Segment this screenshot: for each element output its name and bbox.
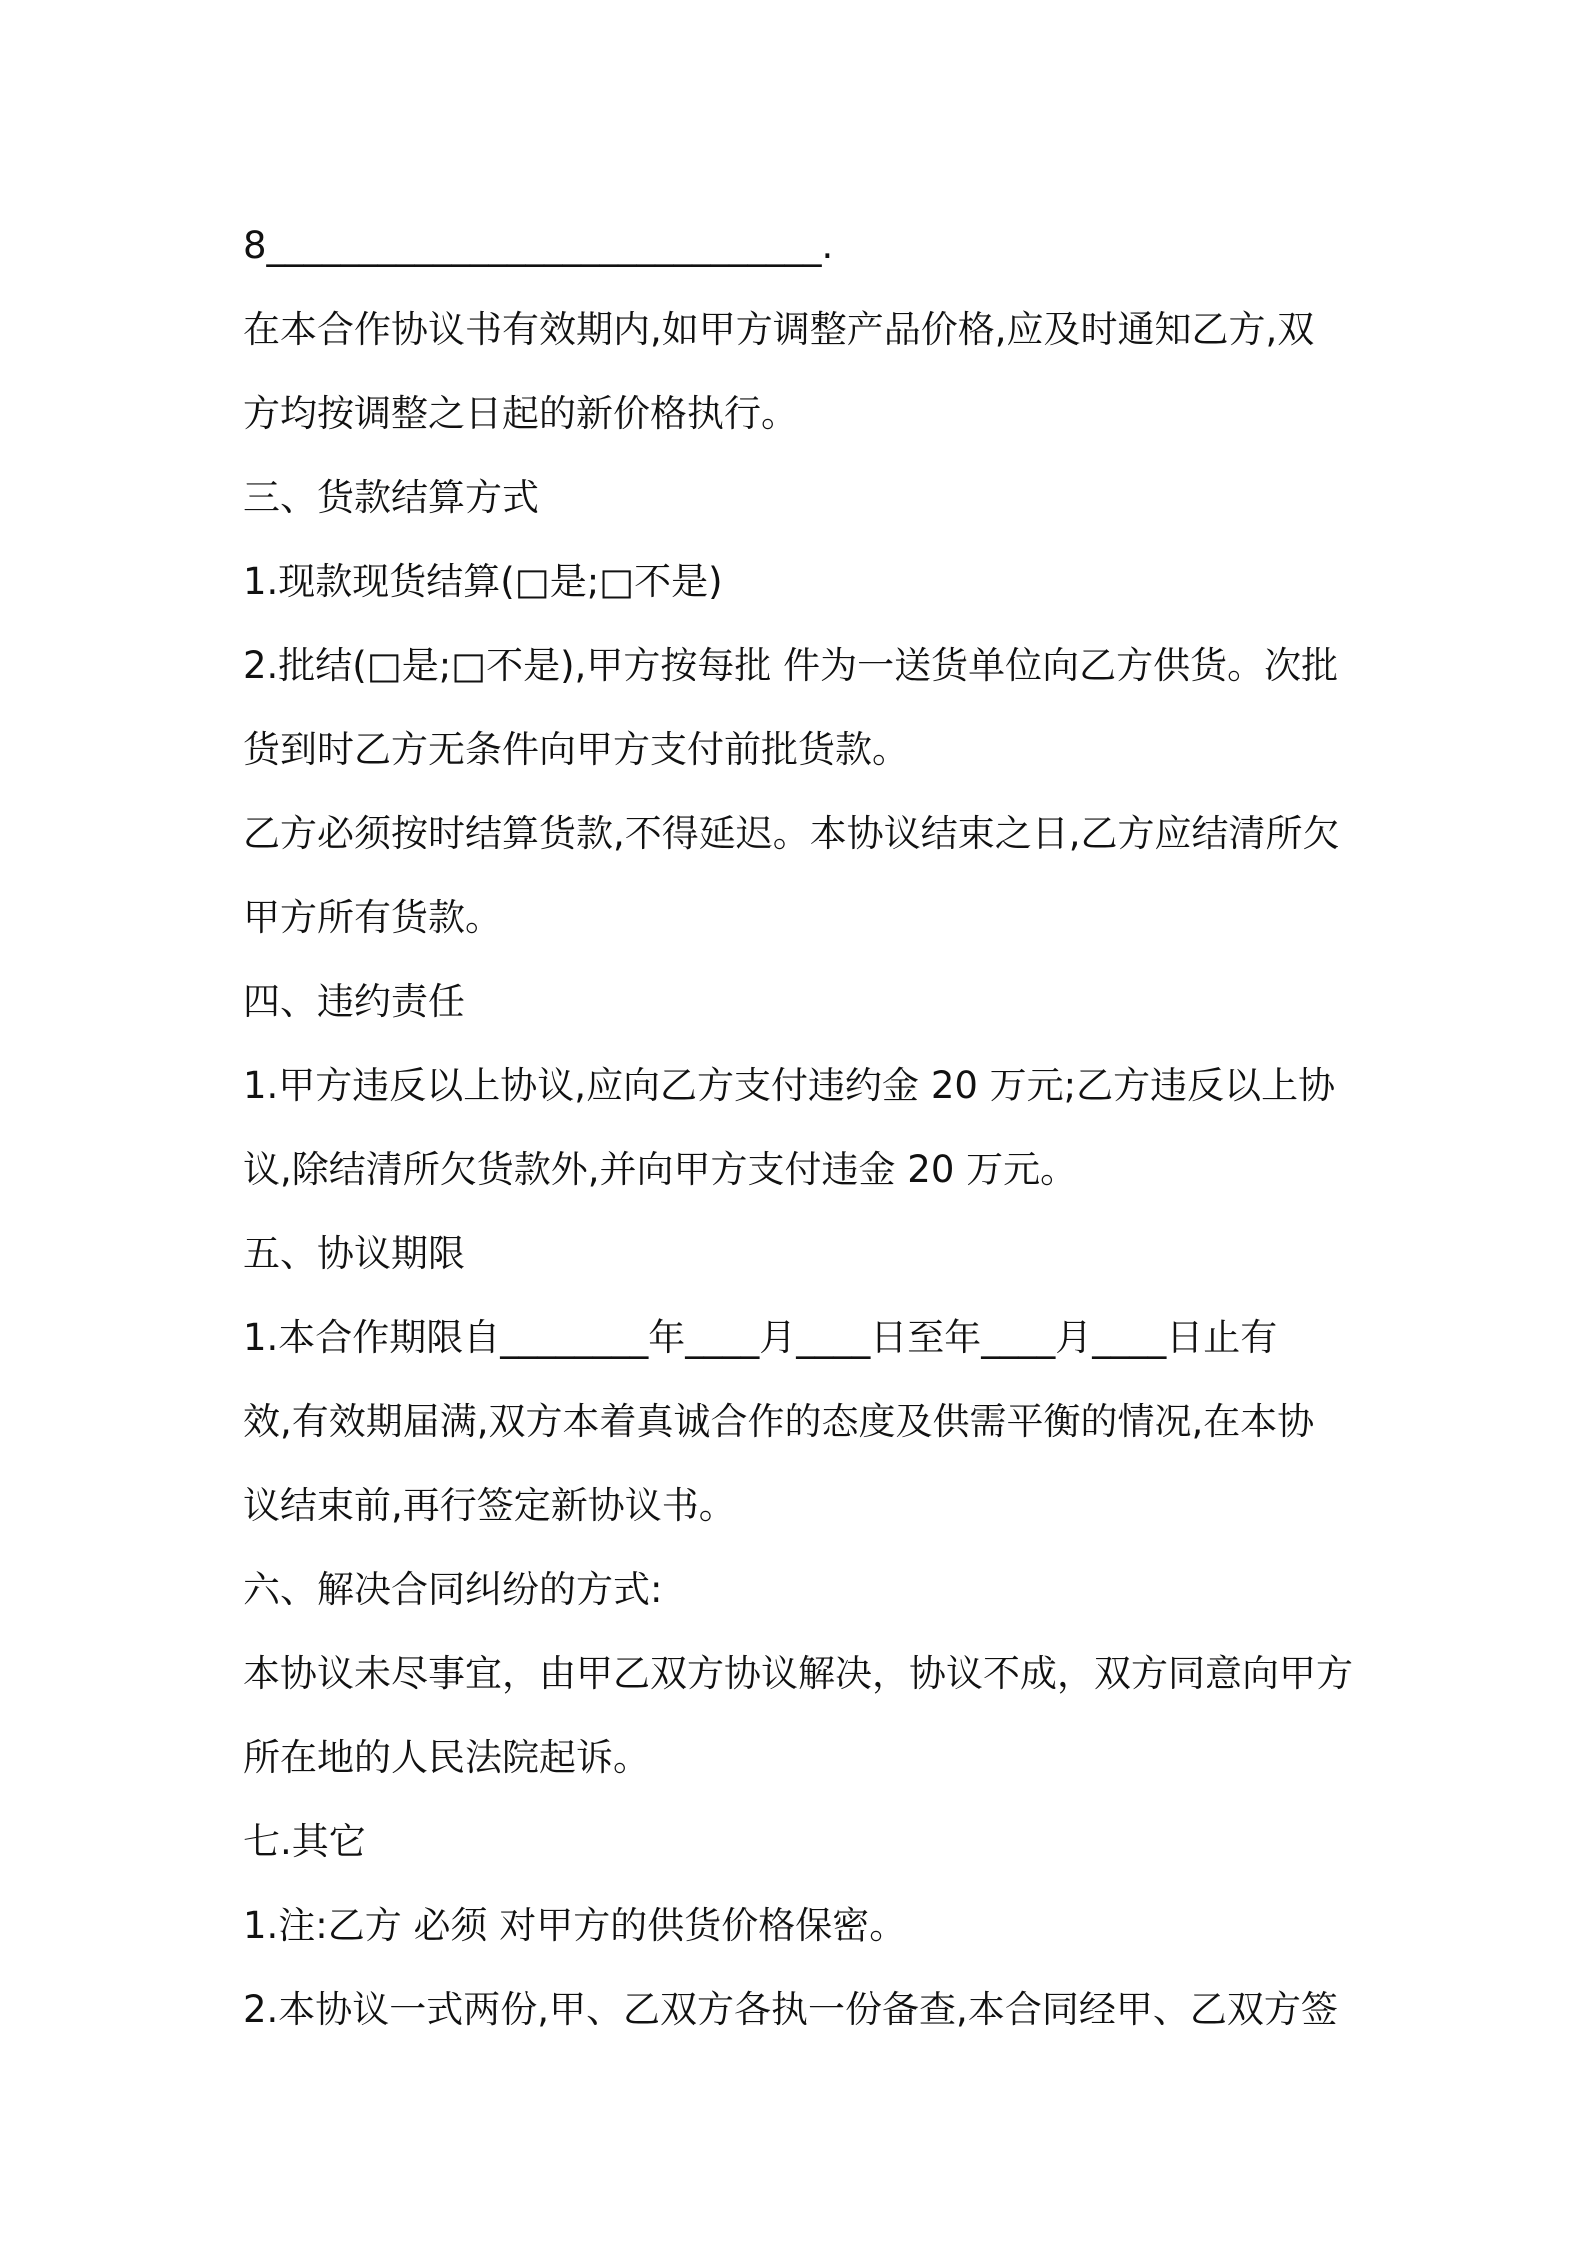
text-line-12: 议,除结清所欠货款外,并向甲方支付违金 20 万元。 [243, 1148, 1078, 1191]
text-line-3: 方均按调整之日起的新价格执行。 [243, 392, 798, 435]
text-line-7: 货到时乙方无条件向甲方支付前批货款。 [243, 728, 909, 771]
text-line-6: 2.批结(□是;□不是),甲方按每批 件为一送货单位向乙方供货。次批 [243, 644, 1339, 687]
section-heading-4: 四、违约责任 [243, 980, 465, 1023]
section-heading-7: 七.其它 [243, 1820, 366, 1863]
text-line-9: 甲方所有货款。 [243, 896, 502, 939]
text-line-16: 议结束前,再行签定新协议书。 [243, 1484, 736, 1527]
text-line-11: 1.甲方违反以上协议,应向乙方支付违约金 20 万元;乙方违反以上协 [243, 1064, 1336, 1107]
text-line-15: 效,有效期届满,双方本着真诚合作的态度及供需平衡的情况,在本协 [243, 1400, 1315, 1443]
text-line-14: 1.本合作期限自________年____月____日至年____月____日止有 [243, 1316, 1278, 1359]
text-line-5: 1.现款现货结算(□是;□不是) [243, 560, 723, 603]
text-line-21: 1.注:乙方 必须 对甲方的供货价格保密。 [243, 1904, 907, 1947]
text-line-1: 8______________________________. [243, 224, 834, 267]
text-line-2: 在本合作协议书有效期内,如甲方调整产品价格,应及时通知乙方,双 [243, 308, 1315, 351]
section-heading-3: 三、货款结算方式 [243, 476, 539, 519]
text-line-22: 2.本协议一式两份,甲、乙双方各执一份备查,本合同经甲、乙双方签 [243, 1988, 1338, 2031]
text-line-8: 乙方必须按时结算货款,不得延迟。本协议结束之日,乙方应结清所欠 [243, 812, 1340, 855]
section-heading-6: 六、解决合同纠纷的方式: [243, 1568, 663, 1611]
text-line-19: 所在地的人民法院起诉。 [243, 1736, 650, 1779]
section-heading-5: 五、协议期限 [243, 1232, 465, 1275]
text-line-18: 本协议未尽事宜，由甲乙双方协议解决，协议不成，双方同意向甲方 [243, 1652, 1353, 1695]
